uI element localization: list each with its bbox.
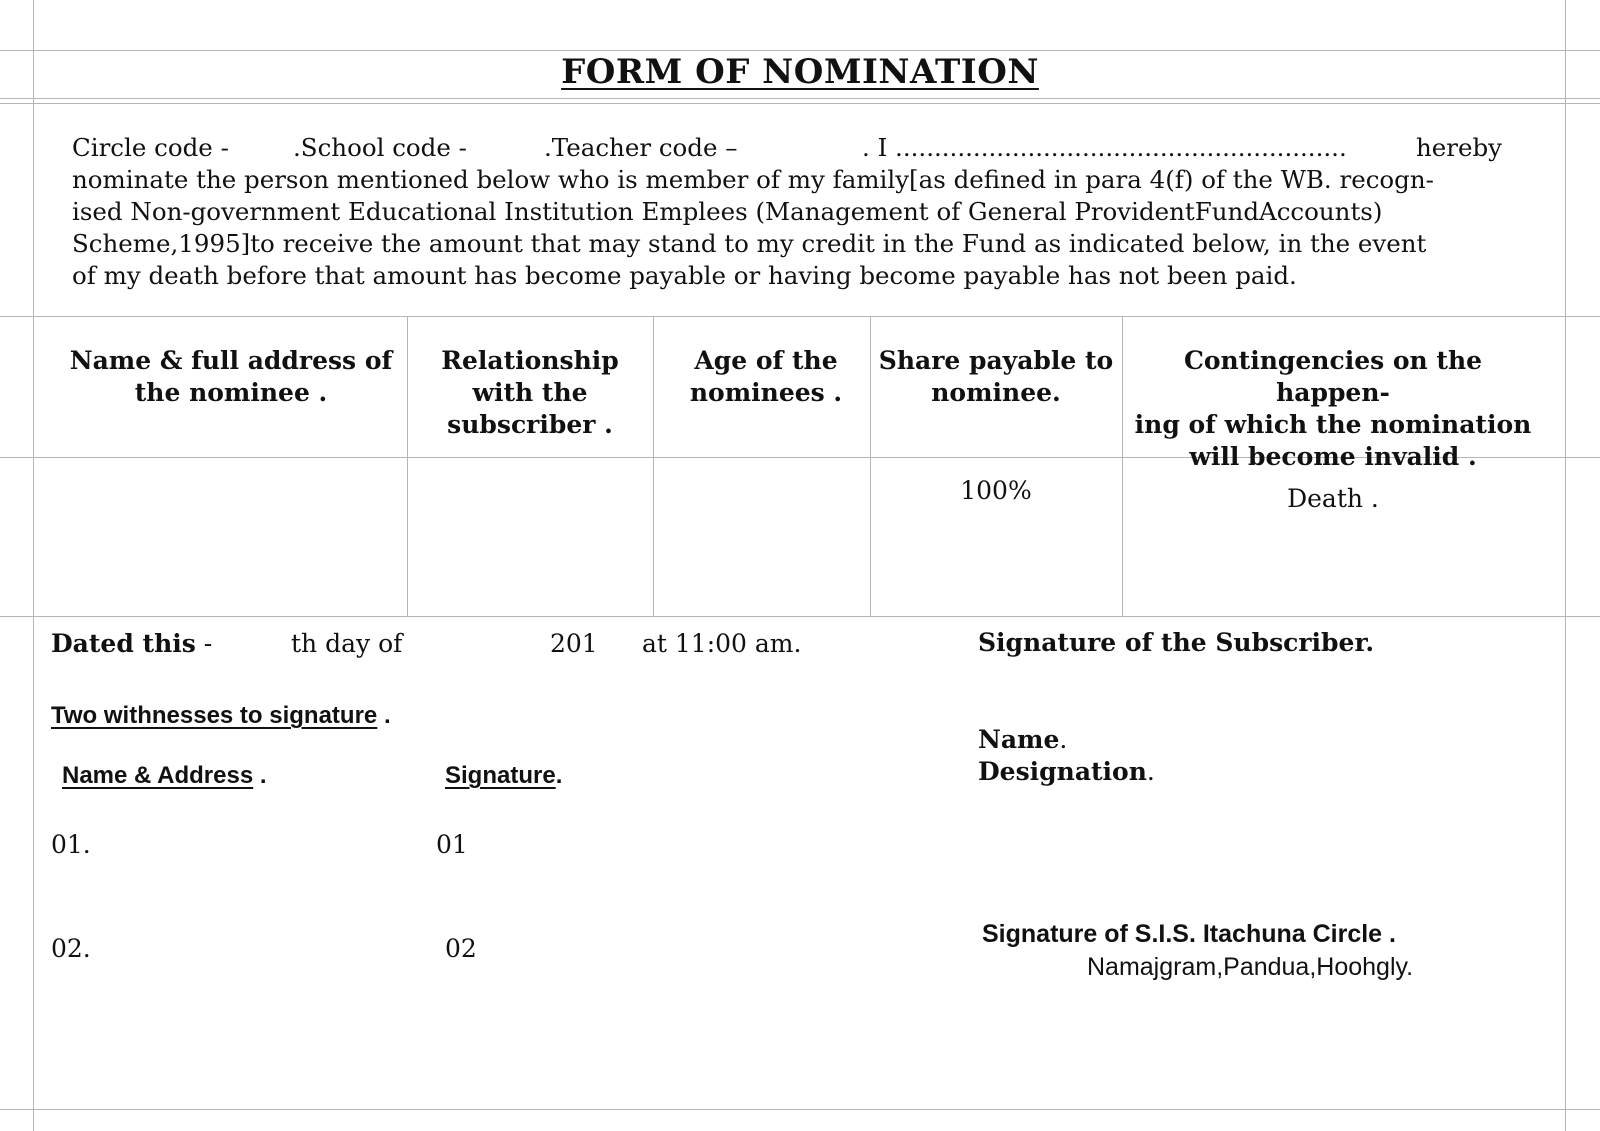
dated-label: Dated this bbox=[51, 629, 196, 658]
hereby-text: hereby bbox=[1416, 133, 1503, 162]
declaration-line-5: of my death before that amount has become payable or having become payable has not been paid. bbox=[72, 261, 1297, 290]
witness-name-address-header: Name & Address . bbox=[62, 762, 267, 789]
header-contingencies: Contingencies on the happen- ing of which the nomination will become invalid . bbox=[1134, 346, 1532, 471]
header-share: Share payable to nominee. bbox=[878, 346, 1114, 407]
table-col-sep-1 bbox=[407, 316, 408, 616]
dated-dash: - bbox=[195, 629, 213, 658]
time-text: at 11:00 am. bbox=[642, 629, 802, 658]
rule-table-top bbox=[0, 316, 1600, 317]
declaration-line-2: nominate the person mentioned below who is member of my family[as defined in para 4(f) of the WB. recogn- bbox=[72, 165, 1434, 194]
form-title: FORM OF NOMINATION bbox=[561, 52, 1039, 92]
table-col-sep-2 bbox=[653, 316, 654, 616]
declaration-line-4: Scheme,1995]to receive the amount that may stand to my credit in the Fund as indicated below, in the event bbox=[72, 229, 1427, 258]
witness-signature-header: Signature. bbox=[445, 762, 563, 789]
school-code-label: .School code - bbox=[293, 133, 467, 162]
declarant-name-line bbox=[862, 132, 1347, 164]
rule-top-1 bbox=[0, 50, 1600, 51]
witness-2-number: 02. bbox=[51, 934, 91, 963]
name-blank-dots: .......................................................... bbox=[895, 133, 1347, 162]
declaration-line-1 bbox=[72, 132, 229, 164]
subscriber-signature-label: Signature of the Subscriber. bbox=[978, 628, 1375, 657]
witness-2-signature: 02 bbox=[445, 934, 477, 963]
witness-1-signature: 01 bbox=[436, 830, 468, 859]
header-name-address: Name & full address of the nominee . bbox=[69, 346, 393, 407]
rule-right bbox=[1565, 0, 1566, 1131]
th-day-of: th day of bbox=[291, 629, 403, 658]
cell-share-value: 100% bbox=[960, 476, 1032, 505]
officer-designation-line: Designation. bbox=[978, 757, 1155, 786]
witness-1-number: 01. bbox=[51, 830, 91, 859]
rule-top-3 bbox=[0, 103, 1600, 104]
cell-contingency-value: Death . bbox=[1287, 484, 1379, 513]
rule-bottom bbox=[0, 1109, 1600, 1110]
teacher-code-label: .Teacher code – bbox=[544, 133, 738, 162]
declaration-line-3: ised Non-government Educational Institution Emplees (Management of General ProvidentFundAccounts) bbox=[72, 197, 1383, 226]
dated-line bbox=[51, 629, 212, 658]
rule-table-bottom bbox=[0, 616, 1600, 617]
header-relationship: Relationship with the subscriber . bbox=[441, 346, 619, 439]
witnesses-heading: Two withnesses to signature . bbox=[51, 702, 391, 729]
header-age: Age of the nominees . bbox=[689, 346, 843, 407]
year-prefix: 201 bbox=[550, 629, 598, 658]
i-label: . I bbox=[862, 133, 896, 162]
sis-signature-label: Signature of S.I.S. Itachuna Circle . bbox=[982, 920, 1396, 948]
sis-address: Namajgram,Pandua,Hoohgly. bbox=[1087, 953, 1414, 981]
rule-left bbox=[33, 0, 34, 1131]
officer-name-line: Name. bbox=[978, 725, 1068, 754]
rule-top-2 bbox=[0, 98, 1600, 99]
circle-code-label: Circle code - bbox=[72, 133, 229, 162]
